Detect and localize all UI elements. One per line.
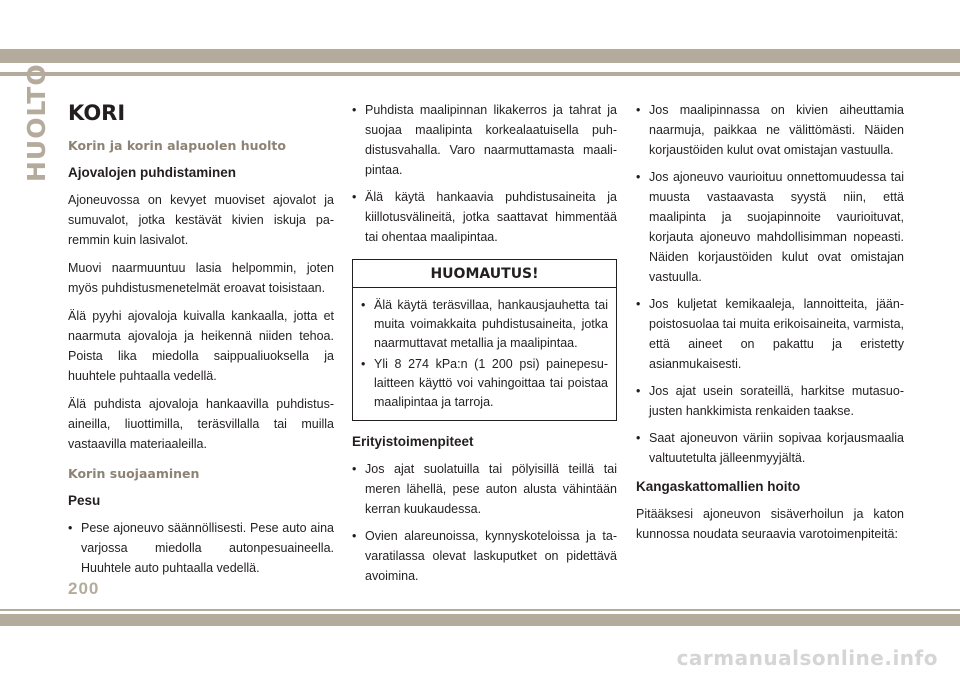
list-item: • Jos kuljetat kemikaaleja, lannoitteita, jäänpoistosuolaa tai muita erikoisaineita, varmista, että aineet on pakattu ja eristetty asianmukaisesti.: [636, 294, 904, 374]
bullet-list: [68, 518, 334, 578]
paragraph: Älä puhdista ajovaloja hankaavilla puhdistusaineilla, liuottimilla, teräsvillalla tai muilla vastaavilla materiaaleilla.: [68, 397, 334, 451]
paragraph: Älä pyyhi ajovaloja kuivalla kankaalla, jotta et naarmuta ajovaloja ja heikennä niiden tehoa. Poista lika miedolla saippualiuoksella ja huuhtele puhtaalla vedellä.: [68, 309, 334, 383]
subheading: Erityistoimenpiteet: [352, 434, 474, 449]
section-tab: HUOLTO: [22, 63, 51, 182]
paragraph: Ajoneuvossa on kevyet muoviset ajovalot ja sumuvalot, jotka kestävät kivien iskuja paremmin kuin lasivalot.: [68, 193, 334, 247]
column-2: [352, 100, 617, 594]
bullet-list: [352, 459, 617, 586]
footer-rule: [0, 609, 960, 611]
page-number: 200: [68, 579, 100, 598]
section-heading: Korin ja korin alapuolen huolto: [68, 138, 286, 153]
header-rule: [0, 72, 960, 76]
list-item: • Jos maalipinnassa on kivien aiheuttamia naarmuja, paikkaa ne välittömästi. Näiden korjaustöiden kulut ovat omistajan vastuulla.: [636, 100, 904, 160]
footer-band: [0, 614, 960, 626]
list-item: • Yli 8 274 kPa:n (1 200 psi) painepesulaitteen käyttö voi vahingoittaa tai poistaa maalipintaa ja tarroja.: [361, 355, 608, 412]
paragraph: Muovi naarmuuntuu lasia helpommin, joten myös puhdistusmenetelmät eroavat toisistaan.: [68, 261, 334, 295]
list-item: • Jos ajat suolatuilla tai pölyisillä teillä tai meren lähellä, pese auton alusta vähintään kerran kuukaudessa.: [352, 459, 617, 519]
list-item: • Älä käytä teräsvillaa, hankausjauhetta tai muita voimakkaita puhdistusaineita, jotka naarmuttavat metallia ja maalipintaa.: [361, 296, 608, 353]
list-item: • Jos ajoneuvo vaurioituu onnettomuudessa tai muusta vastaavasta syystä niin, että maalipinta ja suojapinnoite vaurioituvat, korjauta ajoneuvo mahdollisimman nopeasti. Näiden korjaustöiden kulut ovat omistajan vastuulla.: [636, 167, 904, 287]
bullet-list: [352, 100, 617, 247]
bullet-list: [636, 100, 904, 468]
list-item: • Jos ajat usein sorateillä, harkitse mutasuojusten hankkimista renkaiden taakse.: [636, 381, 904, 421]
notice-box: [352, 259, 617, 421]
list-item: • Pese ajoneuvo säännöllisesti. Pese auto aina varjossa miedolla autonpesuaineella. Huuhtele auto puhtaalla vedellä.: [68, 518, 334, 578]
paragraph: Pitääksesi ajoneuvon sisäverhoilun ja katon kunnossa noudata seuraavia varotoimenpiteitä:: [636, 507, 904, 541]
subheading: Ajovalojen puhdistaminen: [68, 165, 237, 180]
subheading: Kangaskattomallien hoito: [636, 479, 801, 494]
watermark: carmanualsonline.info: [676, 646, 938, 670]
column-1: [68, 100, 334, 586]
header-band: [0, 49, 960, 63]
list-item: • Ovien alareunoissa, kynnyskoteloissa ja tavaratilassa olevat laskuputket on pidettävä avoimina.: [352, 526, 617, 586]
notice-list: [353, 288, 616, 420]
column-3: [636, 100, 904, 552]
section-heading: Korin suojaaminen: [68, 466, 200, 481]
list-item: • Saat ajoneuvon väriin sopivaa korjausmaalia valtuutetulta jälleenmyyjältä.: [636, 428, 904, 468]
notice-title: HUOMAUTUS!: [353, 260, 616, 288]
list-item: • Älä käytä hankaavia puhdistusaineita ja kiillotusvälineitä, jotka saattavat himmentää tai ohentaa maalipintaa.: [352, 187, 617, 247]
page-title: KORI: [68, 101, 126, 125]
list-item: • Puhdista maalipinnan likakerros ja tahrat ja suojaa maalipinta korkealaatuisella puhdistusvahalla. Varo naarmuttamasta maalipintaa.: [352, 100, 617, 180]
subheading: Pesu: [68, 493, 101, 508]
